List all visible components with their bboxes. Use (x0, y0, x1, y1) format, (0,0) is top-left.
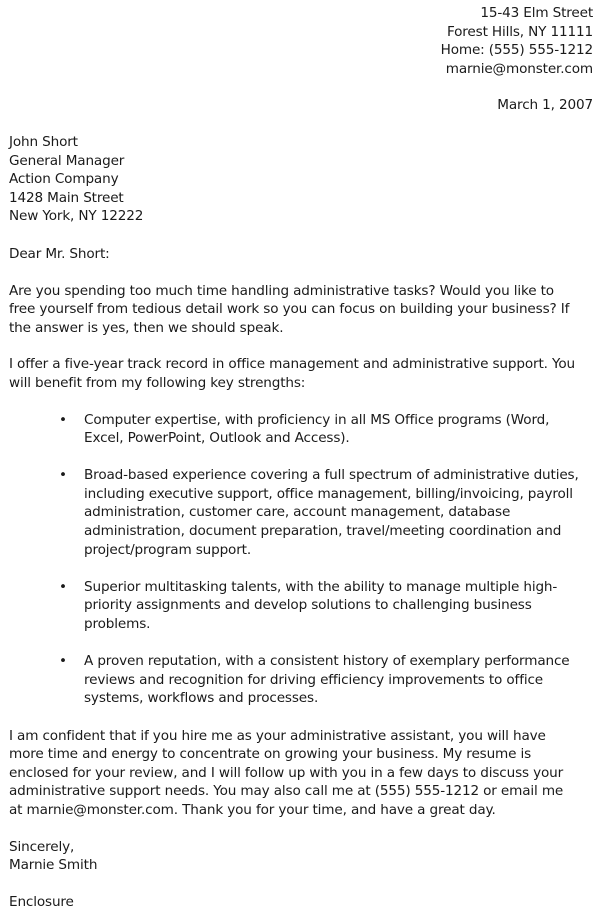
strength-line: administration, document preparation, travel/meeting coordination and (84, 523, 562, 540)
recipient-name: John Short (9, 133, 78, 150)
closing-line: more time and energy to concentrate on growing your business. My resume is (9, 746, 532, 763)
offer-paragraph (9, 355, 599, 392)
strength-item (9, 411, 599, 448)
recipient-address-block (9, 133, 599, 226)
strength-line: problems. (84, 616, 151, 633)
bullet-icon: • (59, 578, 67, 595)
intro-line: the answer is yes, then we should speak. (9, 319, 284, 336)
cover-letter (9, 4, 599, 911)
intro-line: Are you spending too much time handling administrative tasks? Would you like to (9, 282, 554, 299)
strength-line: systems, workflows and processes. (84, 690, 319, 707)
recipient-city-state-zip: New York, NY 12222 (9, 208, 144, 225)
strength-line: reviews and recognition for driving efficiency improvements to office (84, 671, 543, 688)
sender-phone: Home: (555) 555-1212 (440, 42, 593, 59)
sender-street: 15-43 Elm Street (480, 5, 593, 21)
intro-line: free yourself from tedious detail work so you can focus on building your business? If (9, 301, 570, 318)
signer-name: Marnie Smith (9, 857, 98, 874)
bullet-icon: • (59, 467, 67, 484)
sender-address-block (9, 4, 599, 78)
recipient-company: Action Company (9, 171, 119, 188)
sender-email: marnie@monster.com (445, 60, 593, 77)
strength-item (9, 466, 599, 559)
strength-line: A proven reputation, with a consistent history of exemplary performance (84, 653, 570, 670)
recipient-street: 1428 Main Street (9, 189, 124, 206)
strength-item (9, 578, 599, 634)
strengths-list (9, 411, 599, 709)
strength-line: Broad-based experience covering a full spectrum of administrative duties, (84, 467, 579, 484)
strength-line: including executive support, office management, billing/invoicing, payroll (84, 485, 573, 502)
letter-date: March 1, 2007 (497, 97, 593, 114)
strength-line: project/program support. (84, 541, 252, 558)
strength-line: Computer expertise, with proficiency in all MS Office programs (Word, (84, 411, 550, 428)
enclosure-note: Enclosure (9, 893, 74, 910)
bullet-icon: • (59, 411, 67, 428)
strength-line: Superior multitasking talents, with the ability to manage multiple high- (84, 578, 558, 595)
closing-line: I am confident that if you hire me as your administrative assistant, you will have (9, 727, 546, 744)
strength-item (9, 652, 599, 708)
offer-line: I offer a five-year track record in office management and administrative support. You (9, 356, 575, 373)
sign-off (9, 838, 599, 875)
closing-line: enclosed for your review, and I will follow up with you in a few days to discuss your (9, 764, 564, 781)
salutation: Dear Mr. Short: (9, 245, 110, 262)
closing-paragraph (9, 727, 599, 820)
sender-city-state-zip: Forest Hills, NY 11111 (446, 23, 593, 40)
closing-line: administrative support needs. You may also call me at (555) 555-1212 or email me (9, 783, 564, 800)
strength-line: priority assignments and develop solutions to challenging business (84, 597, 532, 614)
strength-line: administration, customer care, account management, database (84, 504, 511, 521)
bullet-icon: • (59, 653, 67, 670)
sign-off-closing: Sincerely, (9, 838, 75, 855)
recipient-title: General Manager (9, 152, 125, 169)
offer-line: will benefit from my following key strengths: (9, 374, 306, 391)
closing-line: at marnie@monster.com. Thank you for your time, and have a great day. (9, 801, 496, 818)
intro-paragraph (9, 282, 599, 338)
strength-line: Excel, PowerPoint, Outlook and Access). (84, 430, 350, 447)
